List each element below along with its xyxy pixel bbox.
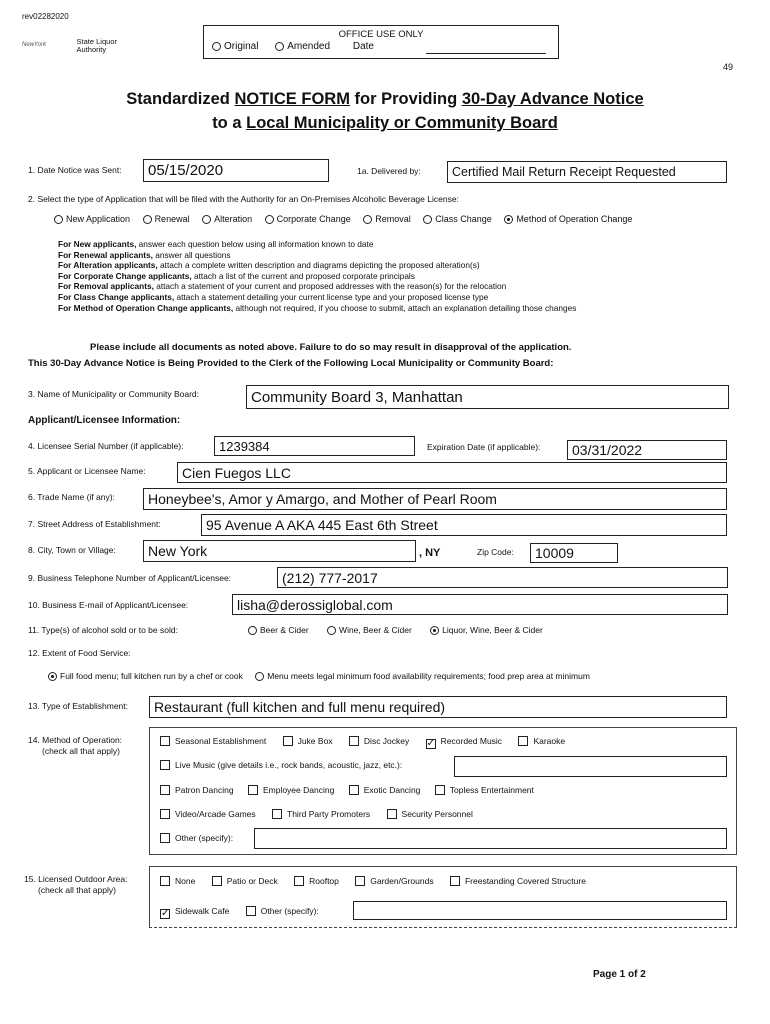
recorded-music-label: Recorded Music xyxy=(440,736,503,746)
street-address-field[interactable]: 95 Avenue A AKA 445 East 6th Street xyxy=(201,514,727,536)
karaoke-checkbox[interactable] xyxy=(518,736,528,746)
street-address-label: 7. Street Address of Establishment: xyxy=(28,519,161,529)
method-other-checkbox[interactable] xyxy=(160,833,170,843)
page-indicator: Page 1 of 2 xyxy=(593,969,646,980)
wine-beer-cider-radio[interactable] xyxy=(327,626,336,635)
instruction-class-change: For Class Change applicants, attach a statement detailing your current license type and your proposed license type xyxy=(58,291,489,302)
rooftop-checkbox[interactable] xyxy=(294,876,304,886)
patron-dancing-label: Patron Dancing xyxy=(175,785,234,795)
new-york-state-logo-icon: NewYork xyxy=(22,42,47,48)
instruction-renewal: For Renewal applicants, answer all questions xyxy=(58,249,231,260)
employee-dancing-checkbox[interactable] xyxy=(248,785,258,795)
exotic-dancing-checkbox[interactable] xyxy=(349,785,359,795)
freestanding-structure-label: Freestanding Covered Structure xyxy=(464,876,586,886)
outdoor-row-2 xyxy=(160,906,319,919)
renewal-label: Renewal xyxy=(154,214,190,224)
date-label: Date xyxy=(352,41,374,52)
removal-radio[interactable] xyxy=(363,215,372,224)
applicant-name-field[interactable]: Cien Fuegos LLC xyxy=(177,462,727,483)
outdoor-other-label: Other (specify): xyxy=(260,906,319,916)
exotic-dancing-label: Exotic Dancing xyxy=(363,785,421,795)
garden-grounds-checkbox[interactable] xyxy=(355,876,365,886)
minimum-menu-label: Menu meets legal minimum food availability requirements; food prep area at minimum xyxy=(267,671,590,681)
live-music-label: Live Music (give details i.e., rock bands, acoustic, jazz, etc.): xyxy=(175,760,403,770)
alteration-label: Alteration xyxy=(214,214,253,224)
revision-code: rev02282020 xyxy=(22,12,69,21)
instructions-list xyxy=(58,239,576,313)
municipality-field[interactable]: Community Board 3, Manhattan xyxy=(246,385,729,409)
documents-notice: Please include all documents as noted above. Failure to do so may result in disapproval of the application. xyxy=(90,342,572,353)
security-personnel-label: Security Personnel xyxy=(401,809,473,819)
instruction-removal: For Removal applicants, attach a statement of your current and proposed addresses with the reason(s) for the relocation xyxy=(58,281,507,292)
new-application-radio[interactable] xyxy=(54,215,63,224)
trade-name-label: 6. Trade Name (if any): xyxy=(28,492,115,502)
telephone-field[interactable]: (212) 777-2017 xyxy=(277,567,728,588)
form-title-line1 xyxy=(0,90,770,109)
method-of-operation-change-radio[interactable] xyxy=(504,215,513,224)
amended-radio[interactable] xyxy=(275,42,284,51)
title-text-5: to a xyxy=(212,114,247,132)
minimum-menu-radio[interactable] xyxy=(255,672,264,681)
juke-box-checkbox[interactable] xyxy=(283,736,293,746)
outdoor-none-checkbox[interactable] xyxy=(160,876,170,886)
method-of-operation-change-label: Method of Operation Change xyxy=(516,214,633,224)
outdoor-other-field[interactable] xyxy=(353,901,727,920)
checkmark-icon: ✓ xyxy=(161,908,170,919)
sidewalk-cafe-checkbox[interactable] xyxy=(160,909,170,919)
state-text: , NY xyxy=(419,547,441,559)
seasonal-checkbox[interactable] xyxy=(160,736,170,746)
video-arcade-checkbox[interactable] xyxy=(160,809,170,819)
alcohol-type-options xyxy=(248,625,553,635)
clerk-heading: This 30-Day Advance Notice is Being Provided to the Clerk of the Following Local Municipality or Community Board: xyxy=(28,358,554,369)
patio-deck-checkbox[interactable] xyxy=(212,876,222,886)
method-other-field[interactable] xyxy=(254,828,727,849)
security-personnel-checkbox[interactable] xyxy=(387,809,397,819)
disc-jockey-label: Disc Jockey xyxy=(363,736,410,746)
live-music-row xyxy=(160,760,402,770)
freestanding-structure-checkbox[interactable] xyxy=(450,876,460,886)
topless-entertainment-label: Topless Entertainment xyxy=(449,785,534,795)
third-party-promoters-label: Third Party Promoters xyxy=(287,809,371,819)
corporate-change-label: Corporate Change xyxy=(276,214,351,224)
zip-field[interactable]: 10009 xyxy=(530,543,618,563)
title-text-2: NOTICE FORM xyxy=(234,90,350,108)
page-stamp-number: 49 xyxy=(723,62,734,72)
topless-entertainment-checkbox[interactable] xyxy=(435,785,445,795)
expiration-date-label: Expiration Date (if applicable): xyxy=(427,442,541,452)
method-row-1 xyxy=(160,736,565,749)
garden-grounds-label: Garden/Grounds xyxy=(370,876,434,886)
new-application-label: New Application xyxy=(66,214,131,224)
amended-label: Amended xyxy=(287,41,331,52)
office-date-line[interactable] xyxy=(426,53,546,54)
authority-name-line1: State Liquor xyxy=(76,37,117,46)
corporate-change-radio[interactable] xyxy=(265,215,274,224)
employee-dancing-label: Employee Dancing xyxy=(262,785,335,795)
recorded-music-checkbox[interactable] xyxy=(426,739,436,749)
serial-number-field[interactable]: 1239384 xyxy=(214,436,415,456)
patio-deck-label: Patio or Deck xyxy=(226,876,278,886)
method-other-label: Other (specify): xyxy=(175,833,234,843)
city-field[interactable]: New York xyxy=(143,540,416,562)
zip-label: Zip Code: xyxy=(477,547,514,557)
establishment-type-field[interactable]: Restaurant (full kitchen and full menu required) xyxy=(149,696,727,718)
video-arcade-label: Video/Arcade Games xyxy=(175,809,256,819)
class-change-radio[interactable] xyxy=(423,215,432,224)
outdoor-area-sublabel: (check all that apply) xyxy=(38,885,116,895)
beer-cider-label: Beer & Cider xyxy=(260,625,309,635)
third-party-promoters-checkbox[interactable] xyxy=(272,809,282,819)
beer-cider-radio[interactable] xyxy=(248,626,257,635)
date-sent-field[interactable]: 05/15/2020 xyxy=(143,159,329,182)
application-type-label: 2. Select the type of Application that will be filed with the Authority for an On-Premises Alcoholic Beverage License: xyxy=(28,194,459,204)
trade-name-field[interactable]: Honeybee's, Amor y Amargo, and Mother of Pearl Room xyxy=(143,488,727,510)
title-text-1: Standardized xyxy=(126,90,235,108)
full-food-menu-label: Full food menu; full kitchen run by a chef or cook xyxy=(60,671,243,681)
alcohol-type-label: 11. Type(s) of alcohol sold or to be sold: xyxy=(28,625,178,635)
juke-box-label: Juke Box xyxy=(297,736,333,746)
method-row-4 xyxy=(160,809,473,819)
sidewalk-cafe-label: Sidewalk Cafe xyxy=(175,906,230,916)
applicant-name-label: 5. Applicant or Licensee Name: xyxy=(28,466,146,476)
alteration-radio[interactable] xyxy=(202,215,211,224)
original-label: Original xyxy=(224,41,259,52)
form-title-line2 xyxy=(0,114,770,133)
authority-name-line2: Authority xyxy=(76,45,107,54)
method-of-operation-sublabel: (check all that apply) xyxy=(42,746,120,756)
application-type-options xyxy=(54,214,642,224)
outdoor-other-checkbox[interactable] xyxy=(246,906,256,916)
method-other-row xyxy=(160,833,233,843)
seasonal-label: Seasonal Establishment xyxy=(175,736,267,746)
disc-jockey-checkbox[interactable] xyxy=(349,736,359,746)
email-field[interactable]: lisha@derossiglobal.com xyxy=(232,594,728,615)
title-text-4: 30-Day Advance Notice xyxy=(461,90,644,108)
telephone-label: 9. Business Telephone Number of Applicant/Licensee: xyxy=(28,573,232,583)
method-of-operation-label: 14. Method of Operation: xyxy=(28,735,123,745)
outdoor-none-label: None xyxy=(175,876,196,886)
full-food-menu-radio[interactable] xyxy=(48,672,57,681)
applicant-heading: Applicant/Licensee Information: xyxy=(28,415,181,426)
patron-dancing-checkbox[interactable] xyxy=(160,785,170,795)
title-text-6: Local Municipality or Community Board xyxy=(246,114,558,132)
instruction-alteration: For Alteration applicants, attach a complete written description and diagrams depicting the proposed alteration(s) xyxy=(58,260,480,271)
expiration-date-field[interactable]: 03/31/2022 xyxy=(567,440,727,460)
class-change-label: Class Change xyxy=(435,214,492,224)
email-label: 10. Business E-mail of Applicant/Licensee: xyxy=(28,600,189,610)
instruction-method-change: For Method of Operation Change applicants, although not required, if you choose to submit, attach an explanation detailing those changes xyxy=(58,302,577,313)
food-service-label: 12. Extent of Food Service: xyxy=(28,648,131,658)
liquor-wine-beer-cider-radio[interactable] xyxy=(430,626,439,635)
establishment-type-label: 13. Type of Establishment: xyxy=(28,701,129,711)
delivered-by-field[interactable]: Certified Mail Return Receipt Requested xyxy=(447,161,727,183)
food-service-options xyxy=(48,671,600,681)
wine-beer-cider-label: Wine, Beer & Cider xyxy=(339,625,412,635)
live-music-field[interactable] xyxy=(454,756,727,777)
instruction-corporate-change: For Corporate Change applicants, attach a list of the current and proposed corporate principals xyxy=(58,270,415,281)
outdoor-row-1 xyxy=(160,876,586,886)
municipality-label: 3. Name of Municipality or Community Board: xyxy=(28,389,200,399)
title-text-3: for Providing xyxy=(349,90,462,108)
renewal-radio[interactable] xyxy=(143,215,152,224)
outdoor-area-label: 15. Licensed Outdoor Area: xyxy=(24,874,128,884)
serial-number-label: 4. Licensee Serial Number (if applicable): xyxy=(28,441,184,451)
method-row-3 xyxy=(160,785,534,795)
agency-logo xyxy=(22,38,117,54)
checkmark-icon: ✓ xyxy=(426,738,436,749)
live-music-checkbox[interactable] xyxy=(160,760,170,770)
liquor-wine-beer-cider-label: Liquor, Wine, Beer & Cider xyxy=(442,625,543,635)
rooftop-label: Rooftop xyxy=(309,876,339,886)
original-radio[interactable] xyxy=(212,42,221,51)
instruction-new: For New applicants, answer each question below using all information known to date xyxy=(58,239,374,249)
removal-label: Removal xyxy=(375,214,411,224)
city-label: 8. City, Town or Village: xyxy=(28,545,116,555)
office-use-box xyxy=(203,25,559,59)
karaoke-label: Karaoke xyxy=(533,736,566,746)
date-sent-label: 1. Date Notice was Sent: xyxy=(28,165,122,175)
office-use-title: OFFICE USE ONLY xyxy=(338,29,424,40)
delivered-by-label: 1a. Delivered by: xyxy=(357,166,421,176)
